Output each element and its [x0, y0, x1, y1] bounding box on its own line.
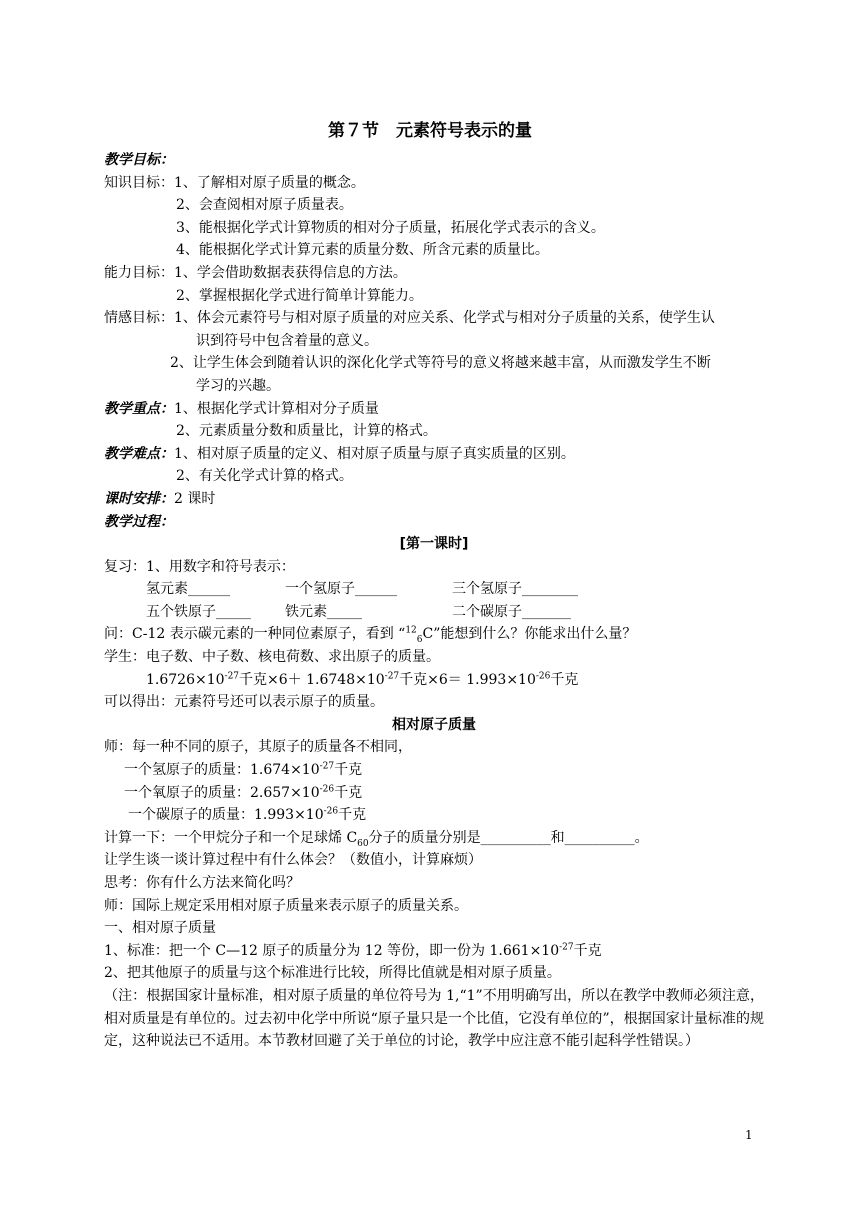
difficulty-1: 教学难点：1、相对原子质量的定义、相对原子质量与原子真实质量的区别。 — [104, 445, 575, 462]
think-prompt: 思考：你有什么方法来简化吗？ — [104, 875, 300, 891]
ability-goal-1: 能力目标：1、学会借助数据表获得信息的方法。 — [104, 264, 407, 281]
knowledge-label: 知识目标： — [104, 174, 174, 191]
knowledge-goal-4: 4、能根据化学式计算元素的质量分数、所含元素的质量比。 — [176, 242, 549, 259]
review-row-2: 五个铁原子_____ 铁元素_____ 二个碳原子_______ — [146, 603, 571, 620]
review-row-1: 氢元素______ 一个氢原子______ 三个氢原子________ — [146, 581, 578, 598]
knowledge-goal-1: 知识目标：1、了解相对原子质量的概念。 — [104, 174, 365, 191]
key-points-label: 教学重点： — [104, 400, 174, 417]
emotion-goal-1-cont: 识到符号中包含着量的意义。 — [196, 332, 378, 349]
goals-heading: 教学目标： — [104, 152, 174, 168]
question-1: 问：C-12 表示碳元素的一种同位素原子，看到 “$^{12}_6$C”能想到什么？你能求出什么量？ — [104, 625, 637, 646]
mass-calculation: $1.6726\times 10^{-27}$千克$\times 6+ 1.6748\times 10^{-27}$千克$\times 6= 1.993\times 10^{-26}$千克 — [146, 671, 579, 688]
key-point-2: 2、元素质量分数和质量比，计算的格式。 — [176, 423, 437, 440]
page-title: 第７节 元素符号表示的量 — [328, 121, 532, 141]
hydrogen-mass: 一个氢原子的质量：$1.674\times 10^{-27}$千克 — [124, 761, 363, 779]
note-paragraph: （注：根据国家计量标准，相对原子质量的单位符号为 1,“1”不用明确写出，所以在教学中教师必须注意，相对质量是有单位的。过去初中化学中所说“原子量只是一个比值，它没有单位的”，根据国家计量标准的规定，这种说法已不适用。本节教材回避了关于单位的讨论，教学中应注意不能引起科学性错误。） — [104, 987, 764, 1050]
ability-goal-2: 2、掌握根据化学式进行简单计算能力。 — [176, 287, 423, 304]
part-1-heading: 一、相对原子质量 — [104, 920, 216, 937]
page-number: 1 — [745, 1128, 753, 1142]
emotion-goal-1: 情感目标：1、体会元素符号与相对原子质量的对应关系、化学式与相对分子质量的关系，使学生认 — [104, 310, 715, 327]
standard-definition: 1、标准：把一个 C—12 原子的质量分为 12 等份，即一份为 $1.661\times 10^{-27}$千克 — [104, 942, 602, 959]
student-answer: 学生：电子数、中子数、核电荷数、求出原子的质量。 — [104, 649, 440, 666]
document-body — [104, 149, 764, 1053]
knowledge-goal-2: 2、会查阅相对原子质量表。 — [176, 197, 353, 214]
process-heading: 教学过程： — [104, 513, 174, 530]
compute-question: 计算一下：一个甲烷分子和一个足球烯 $C_{60}$分子的质量分别是__________和__________。 — [104, 829, 649, 849]
teacher-statement-1: 师：每一种不同的原子，其原子的质量各不相同， — [104, 739, 412, 756]
carbon-mass: 一个碳原子的质量：$1.993\times 10^{-26}$千克 — [128, 806, 367, 824]
oxygen-mass: 一个氧原子的质量：$2.657\times 10^{-26}$千克 — [124, 783, 363, 801]
knowledge-goal-3: 3、能根据化学式计算物质的相对分子质量，拓展化学式表示的含义。 — [176, 219, 605, 236]
schedule-value: 2 课时 — [174, 490, 216, 507]
section-heading: 相对原子质量 — [392, 716, 476, 733]
emotion-label: 情感目标： — [104, 310, 174, 327]
key-point-1: 教学重点：1、根据化学式计算相对分子质量 — [104, 400, 379, 417]
schedule-label: 课时安排： — [104, 490, 174, 507]
emotion-goal-2: 2、让学生体会到随着认识的深化化学式等符号的意义将越来越丰富，从而激发学生不断 — [170, 355, 711, 372]
emotion-goal-2-cont: 学习的兴趣。 — [196, 377, 280, 394]
review-intro: 复习：1、用数字和符号表示： — [104, 558, 295, 575]
conclusion: 可以得出：元素符号还可以表示原子的质量。 — [104, 694, 384, 711]
difficulty-2: 2、有关化学式计算的格式。 — [176, 468, 353, 485]
difficulties-label: 教学难点： — [104, 445, 174, 462]
teacher-statement-2: 师：国际上规定采用相对原子质量来表示原子的质量关系。 — [104, 897, 468, 914]
lesson-1-heading: [第一课时] — [399, 536, 469, 553]
ability-label: 能力目标： — [104, 264, 174, 281]
schedule — [104, 488, 764, 511]
discuss-prompt: 让学生谈一谈计算过程中有什么体会？（数值小，计算麻烦） — [104, 852, 482, 869]
comparison-definition: 2、把其他原子的质量与这个标准进行比较，所得比值就是相对原子质量。 — [104, 965, 561, 982]
